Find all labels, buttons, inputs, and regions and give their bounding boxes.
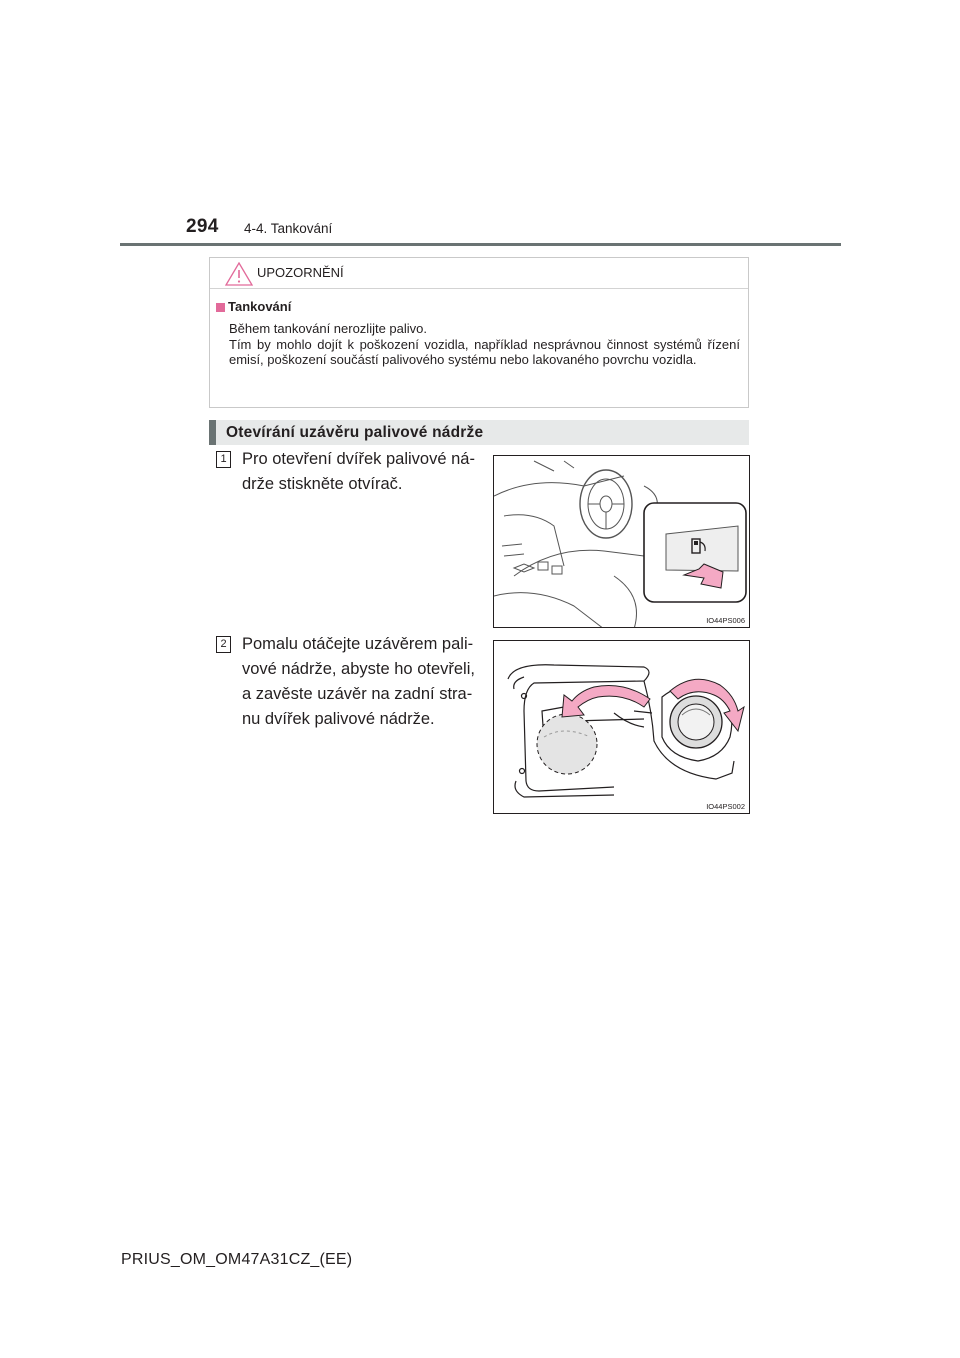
step-line: Pomalu otáčejte uzávěrem pali- [242, 635, 474, 653]
caution-text [229, 321, 740, 368]
step-line: drže stiskněte otvírač. [242, 475, 403, 493]
fuel-cap-drawing [494, 641, 750, 814]
header-rule [120, 243, 841, 246]
footer-manual-code: PRIUS_OM_OM47A31CZ_(EE) [121, 1251, 353, 1268]
section-title: Otevírání uzávěru palivové nádrže [226, 424, 484, 441]
step-text-2 [242, 632, 476, 732]
step-number-2: 2 [216, 636, 231, 653]
step-line: vové nádrže, abyste ho otevřeli, [242, 660, 475, 678]
illustration-fuel-cap [493, 640, 750, 814]
section-heading-bar [209, 420, 749, 445]
caution-box [209, 257, 749, 408]
section-accent [209, 420, 216, 445]
illustration-code: IO44PS006 [706, 616, 745, 625]
step-line: a zavěste uzávěr na zadní stra- [242, 685, 473, 703]
warning-triangle-icon [225, 262, 253, 286]
caution-paragraph: Během tankování nerozlijte palivo. [229, 321, 428, 336]
dashboard-drawing [494, 456, 750, 628]
caution-paragraph: Tím by mohlo dojít k poškození vozidla, například nesprávnou činnost systémů řízení emisí, poškození součástí palivového systému nebo lakovaného povrchu vozidla. [229, 336, 740, 367]
caution-title: UPOZORNĚNÍ [257, 265, 344, 280]
section-reference: 4-4. Tankování [244, 221, 333, 236]
square-bullet-icon [216, 303, 225, 312]
step-text-1 [242, 447, 476, 497]
illustration-code: IO44PS002 [706, 802, 745, 811]
illustration-fuel-door-opener [493, 455, 750, 628]
page-number: 294 [186, 216, 219, 237]
step-number-1: 1 [216, 451, 231, 468]
caution-subheading: Tankování [228, 299, 292, 314]
caution-header [210, 258, 748, 289]
step-line: nu dvířek palivové nádrže. [242, 710, 435, 728]
step-line: Pro otevření dvířek palivové ná- [242, 450, 475, 468]
